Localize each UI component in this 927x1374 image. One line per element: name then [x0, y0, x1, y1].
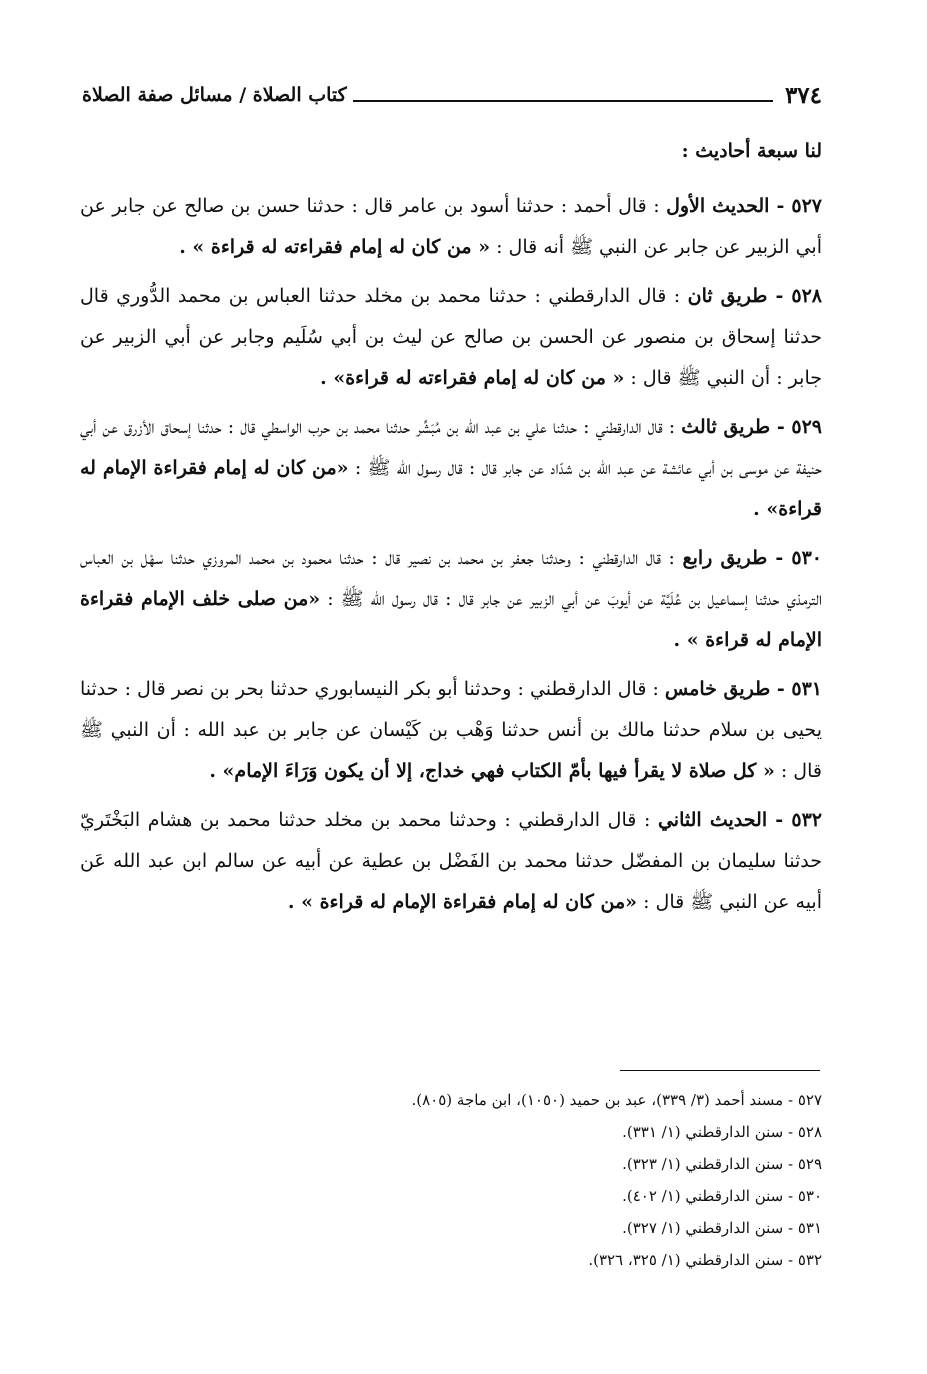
footnote: ٥٣٢ - سنن الدارقطني (١/ ٣٢٥، ٣٢٦). — [588, 1251, 822, 1269]
footnote: ٥٣١ - سنن الدارقطني (١/ ٣٢٧). — [622, 1219, 822, 1237]
footnote: ٥٢٧ - مسند أحمد (٣/ ٣٣٩)، عبد بن حميد (١٠٥٠)، ابن ماجة (٨٠٥). — [411, 1091, 822, 1109]
header-rule — [353, 100, 773, 102]
hadith-paragraph — [80, 538, 822, 661]
footnote: ٥٢٨ - سنن الدارقطني (١/ ٣٣١). — [622, 1123, 822, 1141]
page-number: ٣٧٤ — [784, 81, 822, 109]
hadith-paragraph — [80, 276, 822, 399]
hadith-quote: « من كان له إمام فقراءته له قراءة» . — [320, 367, 625, 389]
hadith-paragraph — [80, 407, 822, 530]
hadith-text: : قال الدارقطني : وحدثنا أبو بكر النيسابوري حدثنا بحر بن نصر قال : حدثنا يحيى بن سلام حدثنا مالك بن أنس حدثنا وَهْب بن كَيْسان عن جابر بن عبد الله : أن النبي ﷺ قال : — [80, 678, 822, 782]
hadith-label: ٥٢٧ - الحديث الأول — [666, 195, 822, 217]
footnote-separator — [620, 1070, 820, 1071]
hadith-label: ٥٣٢ - الحديث الثاني — [657, 809, 822, 831]
hadith-quote: «من كان له إمام فقراءة الإمام له قراءة » . — [287, 891, 638, 913]
hadith-label: ٥٣١ - طريق خامس — [664, 678, 822, 700]
hadith-text: : قال الدارقطني : وحدثنا جعفر بن محمد بن نصير قال : حدثنا محمود بن محمد المروزي حدثنا سهْل بن العباس الترمذي حدثنا إسماعيل بن عُلَيَّة عن أيوبَ عن أبي الزبير عن جابر قال : قال رسول الله ﷺ : — [80, 547, 822, 610]
footnotes — [200, 1084, 822, 1276]
hadith-quote: « من كان له إمام فقراءته له قراءة » . — [179, 236, 491, 258]
hadith-quote: «من كان له إمام فقراءة الإمام له قراءة» . — [80, 457, 822, 520]
hadith-text: : قال الدارقطني : حدثنا علي بن عبد الله بن مُبَشِّر حدثنا محمد بن حرب الواسطي قال : حدثنا إسحاق الأزرق عن أبي حنيفة عن موسى بن أبي عائشة عن عبد الله بن شدّاد عن جابر قال : قال رسول الله ﷺ : — [80, 416, 822, 479]
footnote: ٥٢٩ - سنن الدارقطني (١/ ٣٢٣). — [622, 1155, 822, 1173]
hadith-label: ٥٣٠ - طريق رابع — [682, 547, 822, 569]
hadith-quote: «من صلى خلف الإمام فقراءة الإمام له قراءة » . — [80, 588, 822, 651]
hadith-paragraph — [80, 800, 822, 923]
main-text — [80, 122, 822, 931]
hadith-label: ٥٢٨ - طريق ثان — [687, 285, 822, 307]
hadith-quote: « كل صلاة لا يقرأ فيها بأمّ الكتاب فهي خداج، إلا أن يكون وَرَاءَ الإمام» . — [209, 760, 775, 782]
hadith-label: ٥٢٩ - طريق ثالث — [681, 416, 822, 438]
footnote: ٥٣٠ - سنن الدارقطني (١/ ٤٠٢). — [622, 1187, 822, 1205]
hadith-text: : قال أحمد : حدثنا أسود بن عامر قال : حدثنا حسن بن صالح عن جابر عن أبي الزبير عن جابر عن النبي ﷺ أنه قال : — [80, 195, 822, 258]
hadith-text: : قال الدارقطني : حدثنا محمد بن مخلد حدثنا العباس بن محمد الدُّوري قال حدثنا إسحاق بن منصور عن الحسن بن صالح عن ليث بن أبي سُلَيم وجابر عن أبي الزبير عن جابر : أن النبي ﷺ قال : — [80, 285, 822, 389]
hadith-text: : قال الدارقطني : وحدثنا محمد بن مخلد حدثنا محمد بن هشام البَخْتَريّ حدثنا سليمان بن المفضّل حدثنا محمد بن الفَضْل بن عطية عن أبيه عن سالم ابن عبد الله عَن أبيه عن النبي ﷺ قال : — [80, 809, 822, 913]
running-header — [82, 78, 822, 112]
hadith-paragraph — [80, 186, 822, 268]
running-title: كتاب الصلاة / مسائل صفة الصلاة — [82, 84, 347, 106]
hadith-paragraph — [80, 669, 822, 792]
intro-line: لنا سبعة أحاديث : — [681, 140, 822, 162]
